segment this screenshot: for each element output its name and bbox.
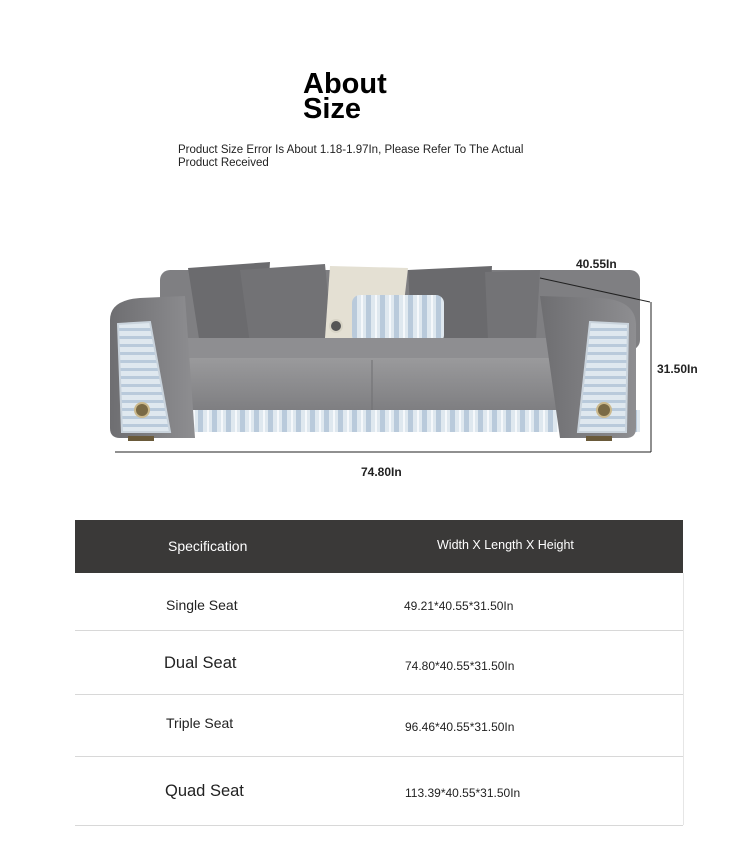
row-size: 113.39*40.55*31.50In [405, 786, 521, 800]
title-line-1: About [303, 68, 387, 100]
header-specification: Specification [168, 538, 248, 554]
page-title [303, 68, 387, 125]
size-error-note: Product Size Error Is About 1.18-1.97In, Please Refer To The Actual Product Received [178, 144, 524, 169]
pillow-striped [352, 295, 444, 343]
table-row [75, 757, 683, 826]
depth-dimension: 40.55In [576, 257, 617, 271]
row-size: 96.46*40.55*31.50In [405, 720, 515, 734]
table-row [75, 631, 683, 695]
height-dimension: 31.50In [657, 362, 698, 376]
pillow-emblem-icon [330, 320, 342, 332]
row-name: Quad Seat [165, 782, 244, 800]
table-right-border [683, 573, 684, 825]
table-header [75, 520, 683, 573]
header-dimensions: Width X Length X Height [437, 538, 574, 552]
row-name: Single Seat [166, 597, 238, 613]
row-size: 49.21*40.55*31.50In [404, 599, 514, 613]
row-name: Triple Seat [166, 715, 234, 731]
row-name: Dual Seat [164, 654, 237, 672]
arm-emblem-right-icon [597, 403, 611, 417]
pillow-5 [485, 270, 540, 340]
specification-table [75, 520, 683, 826]
table-row [75, 573, 683, 631]
row-size: 74.80*40.55*31.50In [405, 659, 515, 673]
arm-emblem-left-icon [135, 403, 149, 417]
width-dimension: 74.80In [361, 465, 402, 479]
title-line-2: Size [303, 93, 362, 125]
sofa-illustration [100, 240, 720, 490]
pillow-2 [240, 264, 332, 344]
table-row [75, 695, 683, 757]
